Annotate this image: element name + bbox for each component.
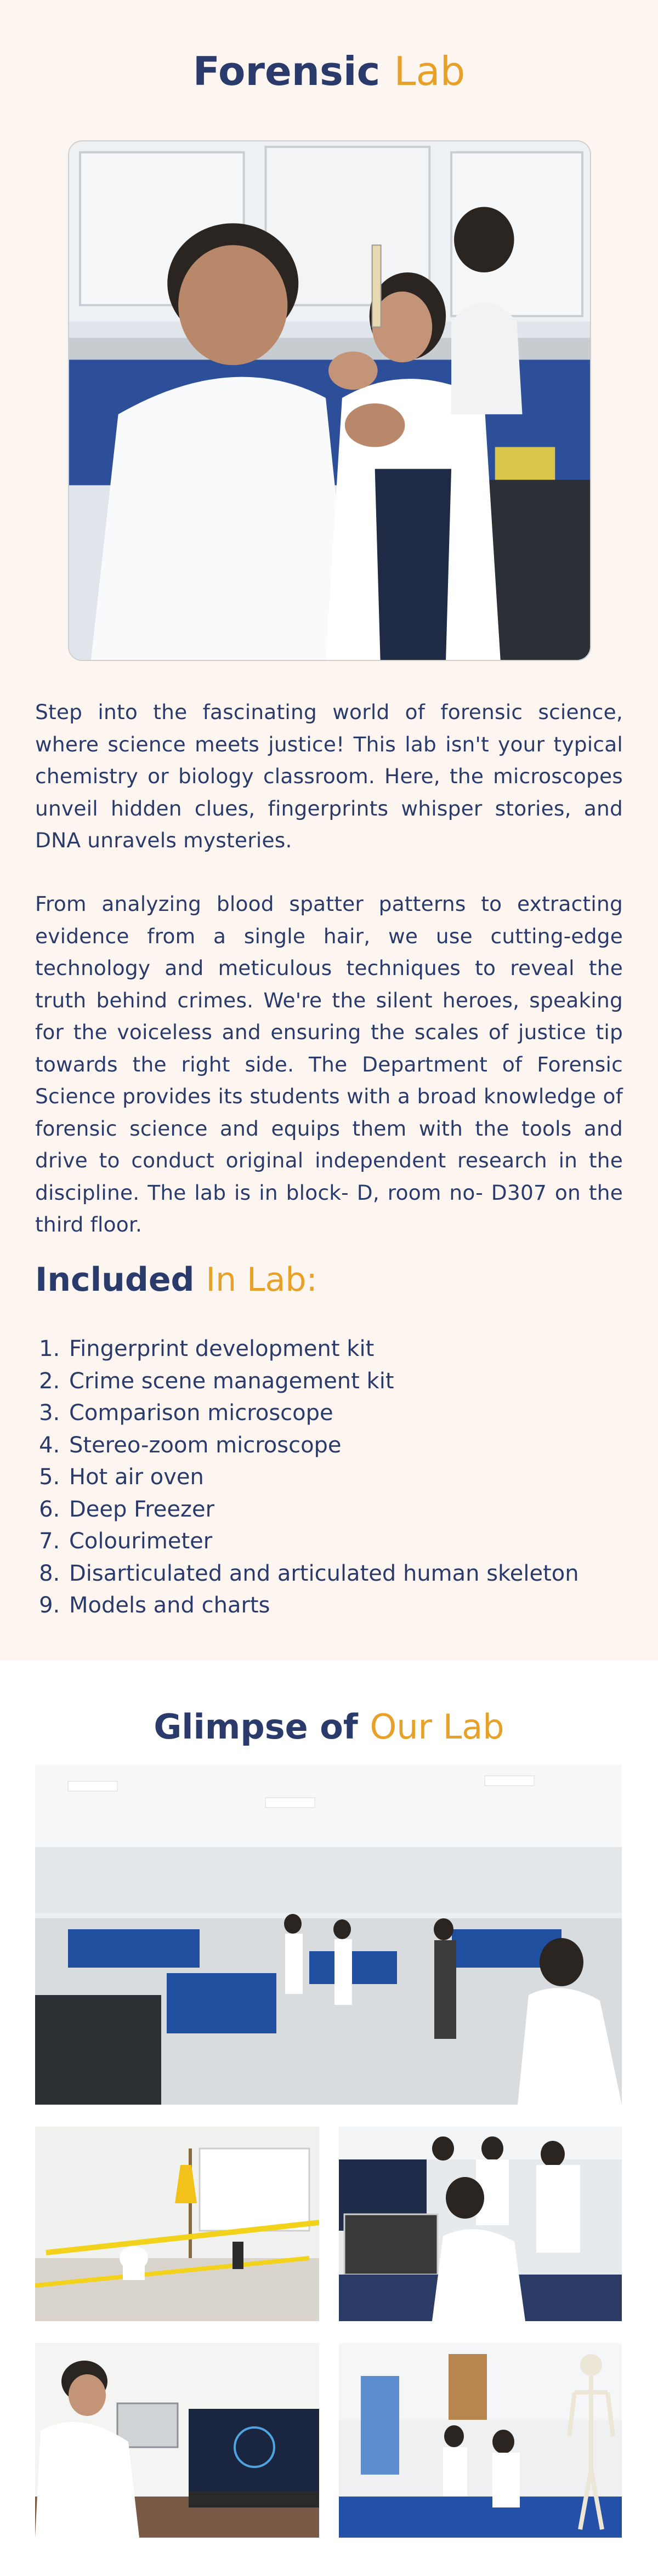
- hero-photo-students-in-lab: [68, 140, 591, 661]
- list-item: 4. Stereo-zoom microscope: [67, 1429, 658, 1462]
- list-item: 6. Deep Freezer: [67, 1494, 658, 1526]
- gallery-heading-accent: Our Lab: [370, 1707, 504, 1747]
- lab-overview-illustration: [35, 1765, 622, 2105]
- included-heading-accent: In Lab:: [206, 1261, 317, 1299]
- intro-paragraph-1: Step into the fascinating world of forensic science, where science meets justice! This lab isn't your typical chemistry or biology classroom. Here, the microscopes unveil hidden clues, fingerprints whisper stories, and DNA unravels mysteries.: [35, 700, 623, 852]
- list-item: 3. Comparison microscope: [67, 1397, 658, 1429]
- list-item: 7. Colourimeter: [67, 1525, 658, 1558]
- students-with-kit-illustration: [339, 2127, 622, 2321]
- gallery-photo-crime-scene: [35, 2127, 319, 2321]
- gallery-photo-student-laptop: [35, 2343, 319, 2538]
- page-title: [0, 48, 658, 94]
- gallery-photo-lab-overview: [35, 1765, 622, 2105]
- gallery-heading: [0, 1707, 658, 1747]
- crime-scene-illustration: [35, 2127, 319, 2321]
- page-title-primary: Forensic: [192, 48, 381, 94]
- skeleton-model-illustration: [339, 2343, 622, 2538]
- page-title-accent: Lab: [394, 48, 466, 94]
- gallery-photo-students-with-kit: [339, 2127, 622, 2321]
- student-laptop-illustration: [35, 2343, 319, 2538]
- intro-paragraph-2: From analyzing blood spatter patterns to extracting evidence from a single hair, we use cutting-edge technology and meticulous techniques to reveal the truth behind crimes. We're the silent heroes, speaking for the voiceless and ensuring the scales of justice tip towards the right side. The Department of Forensic Science provides its students with a broad knowledge of forensic science and equips them with the tools and drive to conduct original independent research in the discipline. The lab is in block- D, room no- D307 on the third floor.: [35, 892, 623, 1236]
- list-item: 1. Fingerprint development kit: [67, 1333, 658, 1365]
- lab-gallery-section: [0, 1661, 658, 2576]
- gallery-heading-primary: Glimpse of: [154, 1707, 358, 1747]
- included-heading-primary: Included: [35, 1261, 195, 1299]
- lab-equipment-list: [35, 1333, 658, 1622]
- included-in-lab-heading: [35, 1261, 317, 1299]
- list-item: 5. Hot air oven: [67, 1461, 658, 1494]
- list-item: 9. Models and charts: [67, 1589, 658, 1622]
- gallery-photo-skeleton-model: [339, 2343, 622, 2538]
- list-item: 2. Crime scene management kit: [67, 1365, 658, 1398]
- hero-photo-illustration: [69, 141, 590, 660]
- list-item: 8. Disarticulated and articulated human skeleton: [67, 1558, 658, 1590]
